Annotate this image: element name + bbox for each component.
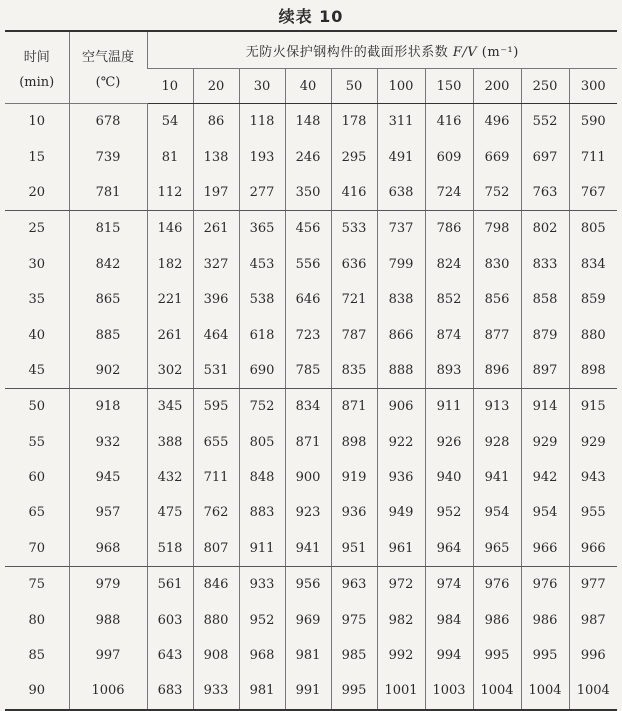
temp-cell: 945	[69, 460, 147, 495]
factor-header-cell: 40	[285, 69, 331, 104]
time-cell: 85	[28, 648, 46, 664]
value-cell: 995	[521, 638, 569, 673]
table-row	[5, 353, 617, 389]
value-cell: 911	[239, 531, 285, 567]
value-cell: 858	[521, 282, 569, 317]
factor-header-cell: 20	[193, 69, 239, 104]
value-cell: 311	[377, 104, 425, 140]
temp-cell: 979	[69, 567, 147, 603]
value-cell: 954	[521, 495, 569, 530]
value-cell: 763	[521, 175, 569, 211]
value-cell: 977	[569, 567, 617, 603]
value-cell: 968	[239, 638, 285, 673]
value-cell: 928	[473, 425, 521, 460]
value-cell: 913	[473, 389, 521, 425]
value-cell: 798	[473, 211, 521, 247]
value-cell: 799	[377, 247, 425, 282]
value-cell: 721	[331, 282, 377, 317]
value-cell: 941	[473, 460, 521, 495]
time-cell: 65	[28, 505, 46, 521]
value-cell: 900	[285, 460, 331, 495]
table-row	[5, 673, 617, 709]
value-cell: 874	[425, 317, 473, 352]
temp-label: 空气温度	[81, 49, 134, 65]
value-cell: 636	[331, 247, 377, 282]
section-factor-label: 无防火保护钢构件的截面形状系数	[245, 44, 449, 60]
value-cell: 955	[569, 495, 617, 530]
table-row	[5, 425, 617, 460]
temp-cell: 968	[69, 531, 147, 567]
time-cell: 55	[28, 434, 46, 450]
time-cell: 15	[28, 149, 46, 165]
value-cell: 590	[569, 104, 617, 140]
value-cell: 345	[147, 389, 193, 425]
value-cell: 533	[331, 211, 377, 247]
value-cell: 991	[285, 673, 331, 709]
value-cell: 880	[569, 317, 617, 352]
value-cell: 350	[285, 175, 331, 211]
time-cell: 30	[28, 256, 46, 272]
value-cell: 762	[193, 495, 239, 530]
value-cell: 926	[425, 425, 473, 460]
value-cell: 852	[425, 282, 473, 317]
value-cell: 518	[147, 531, 193, 567]
temp-cell: 781	[69, 175, 147, 211]
value-cell: 456	[285, 211, 331, 247]
value-cell: 54	[147, 104, 193, 140]
value-cell: 859	[569, 282, 617, 317]
value-cell: 954	[473, 495, 521, 530]
value-cell: 618	[239, 317, 285, 352]
value-cell: 996	[569, 638, 617, 673]
factor-header-cell: 10	[147, 69, 193, 104]
value-cell: 1004	[569, 673, 617, 709]
value-cell: 986	[521, 602, 569, 637]
factor-header-cell: 150	[425, 69, 473, 104]
temp-cell: 739	[69, 139, 147, 174]
temp-cell: 902	[69, 353, 147, 389]
value-cell: 453	[239, 247, 285, 282]
table-row	[5, 638, 617, 673]
value-cell: 295	[331, 139, 377, 174]
value-cell: 1003	[425, 673, 473, 709]
value-cell: 327	[193, 247, 239, 282]
value-cell: 221	[147, 282, 193, 317]
time-cell: 90	[28, 683, 46, 699]
value-cell: 897	[521, 353, 569, 389]
value-cell: 949	[377, 495, 425, 530]
value-cell: 915	[569, 389, 617, 425]
temp-cell: 988	[69, 602, 147, 637]
value-cell: 984	[425, 602, 473, 637]
value-cell: 786	[425, 211, 473, 247]
table-row	[5, 460, 617, 495]
value-cell: 992	[377, 638, 425, 673]
value-cell: 883	[239, 495, 285, 530]
value-cell: 655	[193, 425, 239, 460]
temp-unit: (℃)	[95, 74, 121, 90]
value-cell: 538	[239, 282, 285, 317]
value-cell: 805	[569, 211, 617, 247]
value-cell: 838	[377, 282, 425, 317]
value-cell: 969	[285, 602, 331, 637]
section-factor-unit: (m⁻¹)	[481, 44, 519, 60]
value-cell: 995	[473, 638, 521, 673]
time-cell: 50	[28, 399, 46, 415]
value-cell: 943	[569, 460, 617, 495]
table-title: 续表 10	[278, 7, 344, 26]
value-cell: 697	[521, 139, 569, 174]
value-cell: 848	[239, 460, 285, 495]
table-row	[5, 247, 617, 282]
value-cell: 981	[285, 638, 331, 673]
steel-temperature-table	[5, 30, 617, 711]
time-cell: 20	[5, 175, 69, 211]
table-body	[5, 104, 617, 710]
temp-column-header	[69, 31, 147, 104]
value-cell: 365	[239, 211, 285, 247]
value-cell: 787	[331, 317, 377, 352]
value-cell: 942	[521, 460, 569, 495]
value-cell: 965	[473, 531, 521, 567]
temp-cell: 815	[69, 211, 147, 247]
value-cell: 396	[193, 282, 239, 317]
value-cell: 148	[285, 104, 331, 140]
value-cell: 933	[239, 567, 285, 603]
table-row	[5, 495, 617, 530]
time-cell: 75	[28, 577, 46, 593]
value-cell: 416	[331, 175, 377, 211]
value-cell: 1001	[377, 673, 425, 709]
value-cell: 981	[239, 673, 285, 709]
value-cell: 723	[285, 317, 331, 352]
value-cell: 118	[239, 104, 285, 140]
value-cell: 898	[569, 353, 617, 389]
value-cell: 86	[193, 104, 239, 140]
table-row	[5, 317, 617, 352]
time-cell: 25	[28, 221, 46, 237]
value-cell: 683	[147, 673, 193, 709]
value-cell: 834	[569, 247, 617, 282]
value-cell: 974	[425, 567, 473, 603]
value-cell: 908	[193, 638, 239, 673]
table-row	[5, 389, 617, 425]
value-cell: 936	[331, 495, 377, 530]
value-cell: 531	[193, 353, 239, 389]
value-cell: 871	[285, 425, 331, 460]
table-row	[5, 602, 617, 637]
value-cell: 964	[425, 531, 473, 567]
time-unit: (min)	[19, 74, 55, 90]
value-cell: 475	[147, 495, 193, 530]
time-cell: 60	[28, 470, 46, 486]
time-cell: 45	[5, 353, 69, 389]
value-cell: 690	[239, 353, 285, 389]
value-cell: 898	[331, 425, 377, 460]
value-cell: 112	[147, 175, 193, 211]
value-cell: 643	[147, 638, 193, 673]
value-cell: 956	[285, 567, 331, 603]
value-cell: 966	[521, 531, 569, 567]
temp-cell: 932	[69, 425, 147, 460]
value-cell: 178	[331, 104, 377, 140]
time-column-header	[5, 31, 69, 104]
value-cell: 975	[331, 602, 377, 637]
value-cell: 646	[285, 282, 331, 317]
value-cell: 416	[425, 104, 473, 140]
value-cell: 552	[521, 104, 569, 140]
factor-header-cell: 200	[473, 69, 521, 104]
value-cell: 638	[377, 175, 425, 211]
value-cell: 193	[239, 139, 285, 174]
value-cell: 952	[425, 495, 473, 530]
value-cell: 711	[193, 460, 239, 495]
factor-header-cell: 30	[239, 69, 285, 104]
value-cell: 880	[193, 602, 239, 637]
value-cell: 972	[377, 567, 425, 603]
temp-cell: 1006	[69, 673, 147, 709]
time-cell: 40	[28, 327, 46, 343]
temp-cell: 865	[69, 282, 147, 317]
value-cell: 595	[193, 389, 239, 425]
value-cell: 846	[193, 567, 239, 603]
value-cell: 952	[239, 602, 285, 637]
value-cell: 556	[285, 247, 331, 282]
section-factor-header	[147, 31, 617, 69]
section-factor-var: F/V	[452, 44, 478, 60]
value-cell: 752	[239, 389, 285, 425]
value-cell: 906	[377, 389, 425, 425]
value-cell: 146	[147, 211, 193, 247]
value-cell: 961	[377, 531, 425, 567]
value-cell: 711	[569, 139, 617, 174]
time-cell: 80	[28, 612, 46, 628]
value-cell: 914	[521, 389, 569, 425]
value-cell: 893	[425, 353, 473, 389]
value-cell: 669	[473, 139, 521, 174]
value-cell: 388	[147, 425, 193, 460]
value-cell: 976	[521, 567, 569, 603]
value-cell: 896	[473, 353, 521, 389]
value-cell: 261	[193, 211, 239, 247]
value-cell: 834	[285, 389, 331, 425]
value-cell: 496	[473, 104, 521, 140]
table-row	[5, 104, 617, 140]
value-cell: 609	[425, 139, 473, 174]
value-cell: 877	[473, 317, 521, 352]
value-cell: 922	[377, 425, 425, 460]
factor-header-cell: 250	[521, 69, 569, 104]
temp-cell: 957	[69, 495, 147, 530]
value-cell: 81	[147, 139, 193, 174]
value-cell: 833	[521, 247, 569, 282]
value-cell: 871	[331, 389, 377, 425]
value-cell: 561	[147, 567, 193, 603]
value-cell: 856	[473, 282, 521, 317]
value-cell: 963	[331, 567, 377, 603]
temp-cell: 885	[69, 317, 147, 352]
value-cell: 929	[569, 425, 617, 460]
value-cell: 767	[569, 175, 617, 211]
value-cell: 866	[377, 317, 425, 352]
value-cell: 491	[377, 139, 425, 174]
time-cell: 35	[28, 292, 46, 308]
value-cell: 182	[147, 247, 193, 282]
value-cell: 603	[147, 602, 193, 637]
temp-cell: 842	[69, 247, 147, 282]
value-cell: 261	[147, 317, 193, 352]
table-row	[5, 531, 617, 567]
temp-cell: 678	[69, 104, 147, 140]
value-cell: 888	[377, 353, 425, 389]
value-cell: 805	[239, 425, 285, 460]
value-cell: 752	[473, 175, 521, 211]
value-cell: 940	[425, 460, 473, 495]
value-cell: 995	[331, 673, 377, 709]
value-cell: 951	[331, 531, 377, 567]
value-cell: 976	[473, 567, 521, 603]
value-cell: 929	[521, 425, 569, 460]
table-row	[5, 567, 617, 603]
value-cell: 933	[193, 673, 239, 709]
value-cell: 807	[193, 531, 239, 567]
table-row	[5, 139, 617, 174]
value-cell: 911	[425, 389, 473, 425]
value-cell: 923	[285, 495, 331, 530]
value-cell: 246	[285, 139, 331, 174]
value-cell: 994	[425, 638, 473, 673]
factor-header-cell: 300	[569, 69, 617, 104]
table-row	[5, 211, 617, 247]
value-cell: 879	[521, 317, 569, 352]
temp-cell: 997	[69, 638, 147, 673]
time-cell: 70	[5, 531, 69, 567]
value-cell: 432	[147, 460, 193, 495]
value-cell: 830	[473, 247, 521, 282]
value-cell: 835	[331, 353, 377, 389]
value-cell: 302	[147, 353, 193, 389]
value-cell: 737	[377, 211, 425, 247]
value-cell: 936	[377, 460, 425, 495]
value-cell: 919	[331, 460, 377, 495]
value-cell: 1004	[473, 673, 521, 709]
value-cell: 985	[331, 638, 377, 673]
value-cell: 1004	[521, 673, 569, 709]
value-cell: 824	[425, 247, 473, 282]
value-cell: 277	[239, 175, 285, 211]
time-cell: 10	[28, 114, 46, 130]
value-cell: 986	[473, 602, 521, 637]
factor-header-cell: 50	[331, 69, 377, 104]
factor-header-cell: 100	[377, 69, 425, 104]
table-row	[5, 282, 617, 317]
value-cell: 724	[425, 175, 473, 211]
value-cell: 785	[285, 353, 331, 389]
value-cell: 941	[285, 531, 331, 567]
value-cell: 464	[193, 317, 239, 352]
time-label: 时间	[23, 49, 50, 65]
value-cell: 982	[377, 602, 425, 637]
value-cell: 197	[193, 175, 239, 211]
table-row	[5, 175, 617, 211]
value-cell: 987	[569, 602, 617, 637]
value-cell: 802	[521, 211, 569, 247]
value-cell: 138	[193, 139, 239, 174]
value-cell: 966	[569, 531, 617, 567]
temp-cell: 918	[69, 389, 147, 425]
